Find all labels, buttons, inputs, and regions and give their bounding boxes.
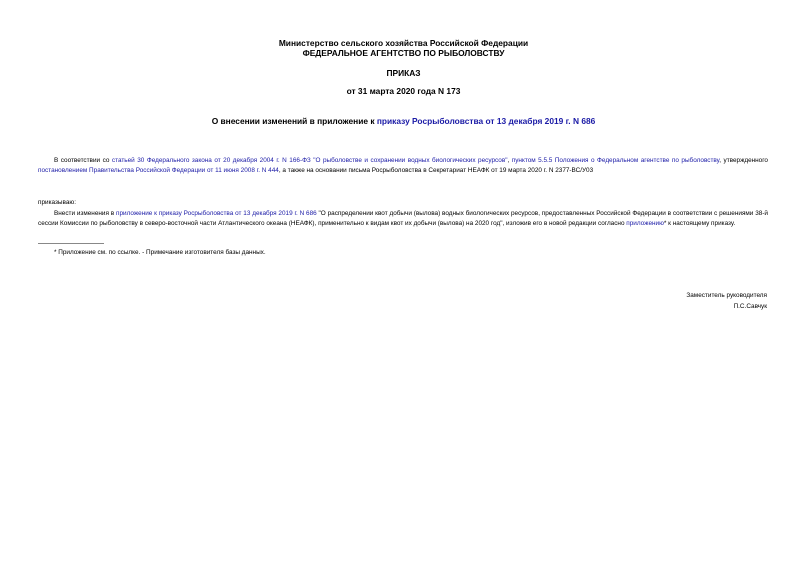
para3-text-3: * к настоящему приказу. <box>663 220 736 228</box>
paragraph-amendment <box>38 209 768 230</box>
link-law-article-30[interactable]: статьей 30 Федерального закона от 20 декабря 2004 г. N 166-ФЗ "О рыболовстве и сохранении водных биологических ресурсов" <box>111 157 508 164</box>
order-date: от 31 марта 2020 года N 173 <box>346 86 461 96</box>
order-word: ПРИКАЗ <box>386 68 421 78</box>
signatory-name: П.С.Савчук <box>733 302 767 310</box>
footnote: * Приложение см. по ссылке. - Примечание изготовителя базы данных. <box>54 249 266 256</box>
title-link-order-686[interactable]: приказу Росрыболовства от 13 декабря 2019 г. N 686 <box>376 116 596 126</box>
para1-text-1: В соответствии со <box>54 157 112 164</box>
signatory-position: Заместитель руководителя <box>686 292 767 299</box>
link-government-decree-444[interactable]: постановлением Правительства Российской Федерации от 11 июня 2008 г. N 444 <box>38 167 279 175</box>
link-appendix-order-686[interactable]: приложение к приказу Росрыболовства от 13 декабря 2019 г. N 686 <box>116 210 317 217</box>
document-title <box>0 116 807 126</box>
para1-text-3: , утвержденного <box>719 157 768 164</box>
document-header <box>0 38 807 58</box>
paragraph-order-word: приказываю: <box>38 199 76 206</box>
link-appendix[interactable]: приложению <box>626 220 664 228</box>
ministry-name: Министерство сельского хозяйства Российской Федерации <box>278 38 529 48</box>
title-prefix: О внесении изменений в приложение к <box>211 116 377 126</box>
para1-text-2: , <box>507 157 512 164</box>
signature-block <box>686 291 767 312</box>
para3-text-1: Внести изменения в <box>54 210 116 217</box>
paragraph-basis <box>38 156 768 177</box>
para1-text-4: , а также на основании письма Росрыболовства в Секретариат НЕАФК от 19 марта 2020 г. N 2377-ВС/У03 <box>278 167 594 175</box>
link-regulation-point-5-5-5[interactable]: пунктом 5.5.5 Положения о Федеральном агентстве по рыболовству <box>511 157 720 164</box>
agency-name: ФЕДЕРАЛЬНОЕ АГЕНТСТВО ПО РЫБОЛОВСТВУ <box>302 48 505 58</box>
para3-text-2: "О распределении квот добычи (вылова) водных биологических ресурсов, предоставленных Российской Федерации в соответствии с решениями 38-й сессии Комиссии по рыболовству в северо-восточной части Атлантического океана (НЕАФК), применительно к видам квот их добычи (вылова) на 2020 год", изложив его в новой редакции согласно <box>38 210 769 228</box>
footnote-divider <box>38 243 104 244</box>
